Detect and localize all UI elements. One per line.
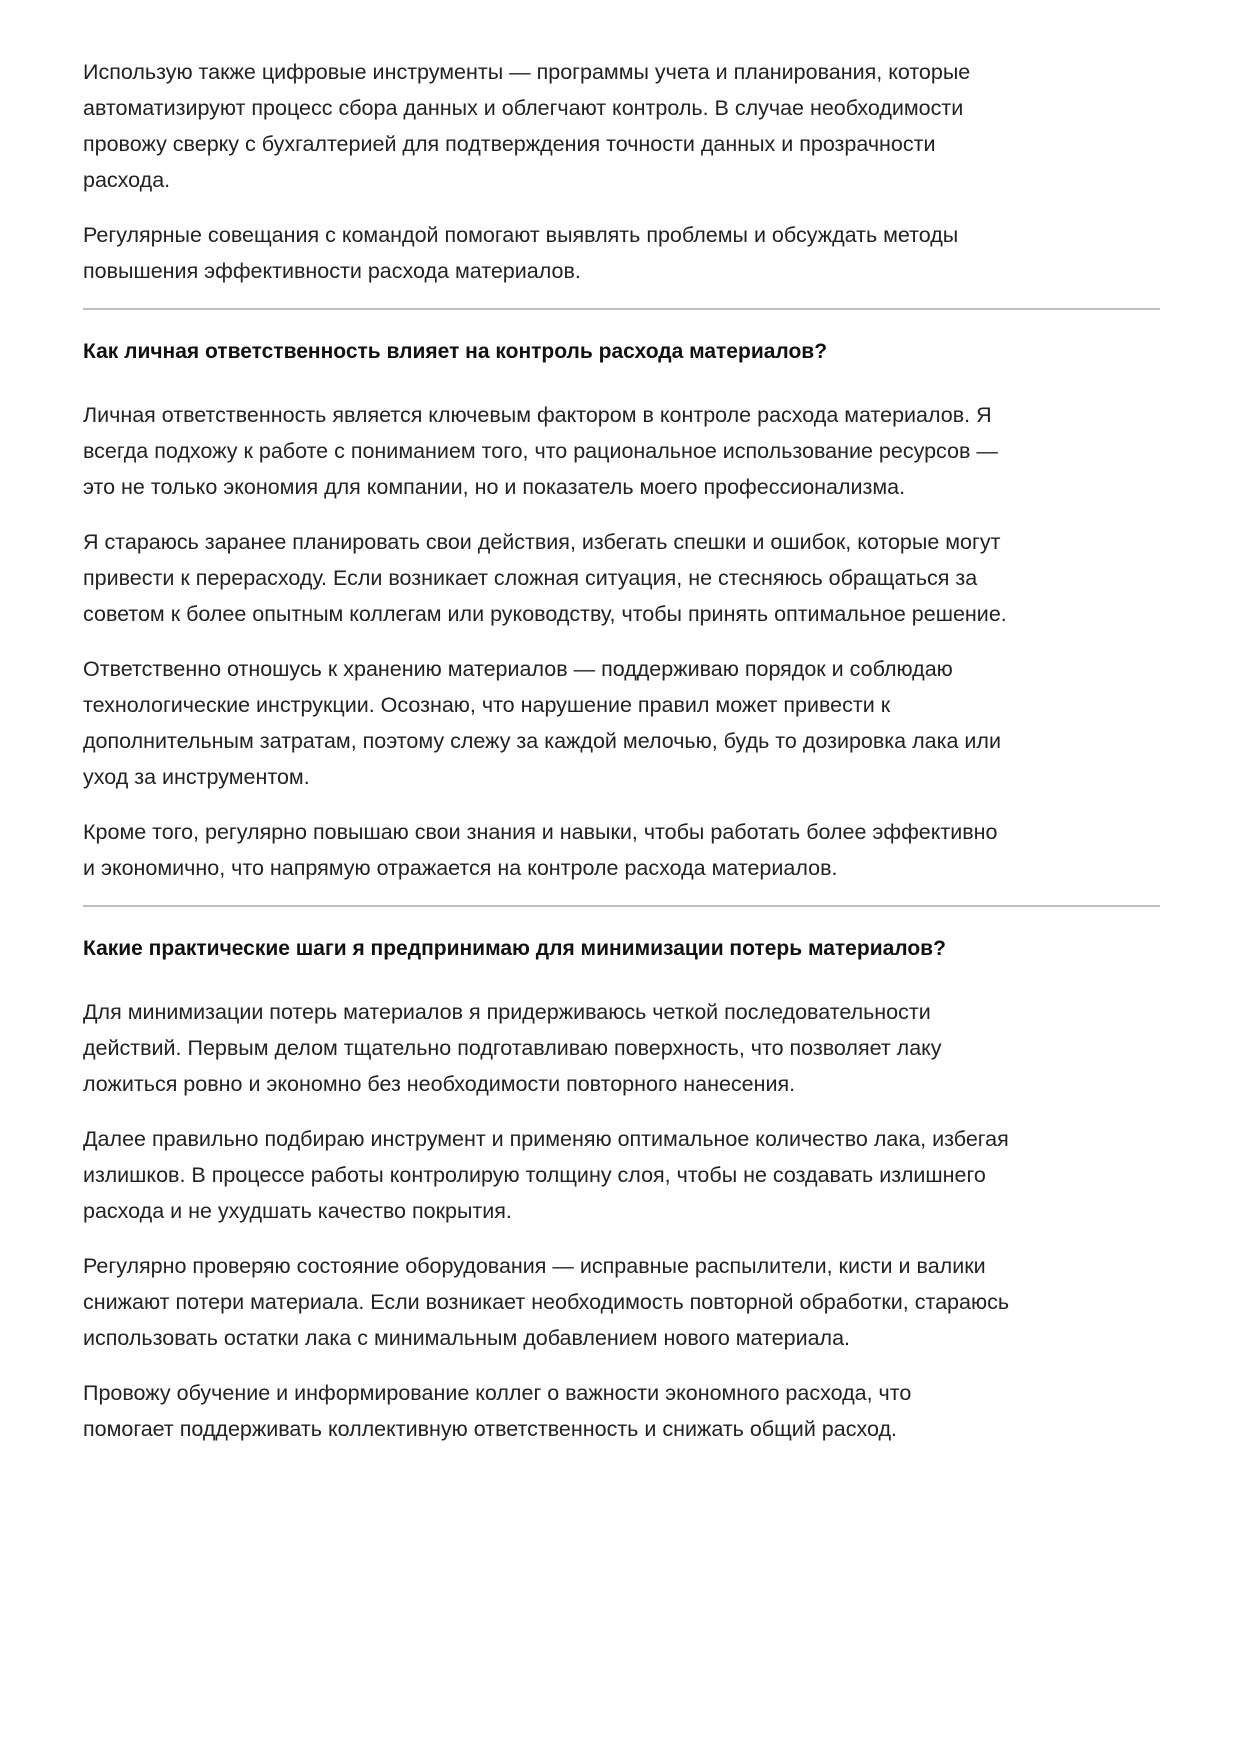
text-line: расхода и не ухудшать качество покрытия. xyxy=(83,1199,512,1223)
paragraph xyxy=(83,994,1163,1102)
paragraph xyxy=(83,1248,1163,1356)
text-line: это не только экономия для компании, но и показатель моего профессионализма. xyxy=(83,475,906,499)
text-line: Ответственно отношусь к хранению материалов — поддерживаю порядок и соблюдаю xyxy=(83,657,953,681)
section-divider xyxy=(83,308,1160,310)
text-line: уход за инструментом. xyxy=(83,765,310,789)
text-line: помогает поддерживать коллективную ответственность и снижать общий расход. xyxy=(83,1417,897,1441)
text-line: снижают потери материала. Если возникает необходимость повторной обработки, стараюсь xyxy=(83,1290,1010,1314)
paragraph xyxy=(83,1121,1163,1229)
text-line: действий. Первым делом тщательно подготавливаю поверхность, что позволяет лаку xyxy=(83,1036,942,1060)
text-line: Кроме того, регулярно повышаю свои знания и навыки, чтобы работать более эффективно xyxy=(83,820,998,844)
paragraph xyxy=(83,814,1163,886)
paragraph xyxy=(83,217,1163,289)
text-line: расхода. xyxy=(83,168,171,192)
paragraph xyxy=(83,397,1163,505)
text-line: Провожу обучение и информирование коллег о важности экономного расхода, что xyxy=(83,1381,912,1405)
paragraph xyxy=(83,54,1163,198)
text-line: автоматизируют процесс сбора данных и облегчают контроль. В случае необходимости xyxy=(83,96,964,120)
paragraph xyxy=(83,1375,1163,1447)
text-line: Я стараюсь заранее планировать свои действия, избегать спешки и ошибок, которые могут xyxy=(83,530,1001,554)
text-line: Регулярно проверяю состояние оборудования — исправные распылители, кисти и валики xyxy=(83,1254,986,1278)
text-line: ложиться ровно и экономно без необходимости повторного нанесения. xyxy=(83,1072,796,1096)
text-line: технологические инструкции. Осознаю, что нарушение правил может привести к xyxy=(83,693,891,717)
paragraph xyxy=(83,524,1163,632)
section-heading: Какие практические шаги я предпринимаю для минимизации потерь материалов? xyxy=(83,937,946,960)
text-line: Регулярные совещания с командой помогают выявлять проблемы и обсуждать методы xyxy=(83,223,959,247)
text-line: Для минимизации потерь материалов я придерживаюсь четкой последовательности xyxy=(83,1000,931,1024)
text-line: Личная ответственность является ключевым фактором в контроле расхода материалов. Я xyxy=(83,403,992,427)
text-line: провожу сверку с бухгалтерией для подтверждения точности данных и прозрачности xyxy=(83,132,936,156)
section-heading: Как личная ответственность влияет на контроль расхода материалов? xyxy=(83,340,828,363)
text-line: и экономично, что напрямую отражается на контроле расхода материалов. xyxy=(83,856,838,880)
text-line: советом к более опытным коллегам или руководству, чтобы принять оптимальное решение. xyxy=(83,602,1007,626)
paragraph xyxy=(83,651,1163,795)
text-line: привести к перерасходу. Если возникает сложная ситуация, не стесняюсь обращаться за xyxy=(83,566,978,590)
text-line: Использую также цифровые инструменты — программы учета и планирования, которые xyxy=(83,60,971,84)
text-line: использовать остатки лака с минимальным добавлением нового материала. xyxy=(83,1326,851,1350)
text-line: Далее правильно подбираю инструмент и применяю оптимальное количество лака, избегая xyxy=(83,1127,1009,1151)
text-line: всегда подхожу к работе с пониманием того, что рациональное использование ресурсов — xyxy=(83,439,998,463)
text-line: дополнительным затратам, поэтому слежу за каждой мелочью, будь то дозировка лака или xyxy=(83,729,1001,753)
section-divider xyxy=(83,905,1160,907)
text-line: повышения эффективности расхода материалов. xyxy=(83,259,581,283)
text-line: излишков. В процессе работы контролирую толщину слоя, чтобы не создавать излишнего xyxy=(83,1163,986,1187)
